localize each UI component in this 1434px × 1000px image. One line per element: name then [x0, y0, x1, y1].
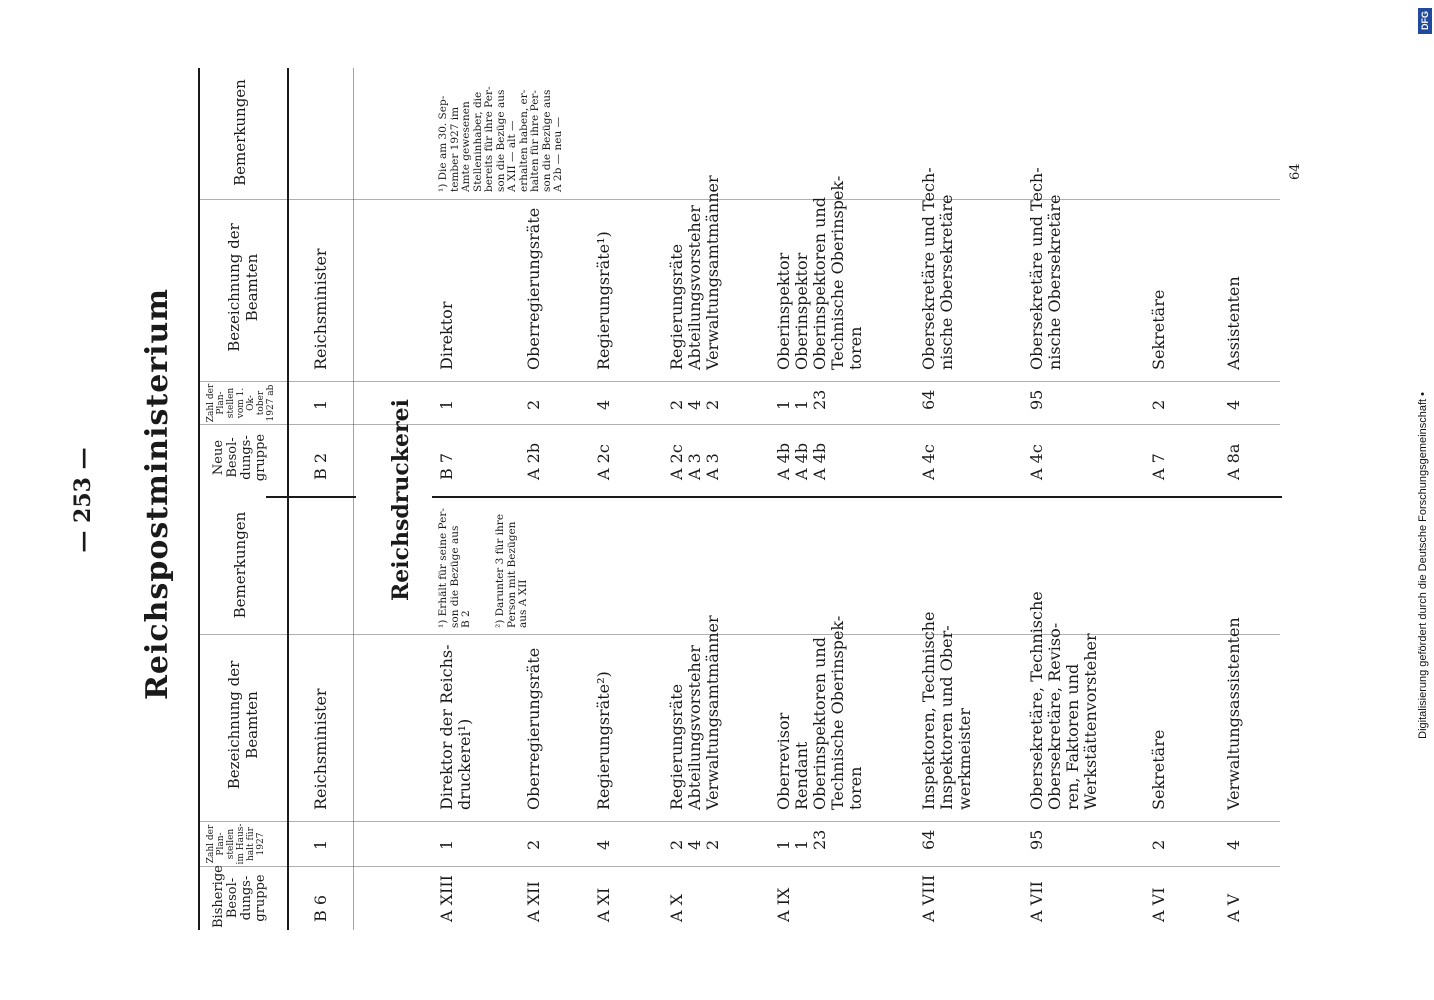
left-header-count: Zahl der Plan- stellen im Haus- halt für 1927	[206, 823, 266, 865]
right-row-count: 95	[1027, 389, 1046, 410]
left-header-group: Bisherige Besol- dungs- gruppe	[211, 865, 268, 928]
right-row-title: Direktor	[437, 301, 456, 370]
right-row-title: Assistenten	[1224, 276, 1243, 370]
left-row-remark: ¹) Erhält für seine Per- son die Bezüge aus B 2	[437, 508, 472, 628]
right-row-title: Oberregierungsräte	[524, 207, 543, 370]
left-row-group: A VII	[1027, 881, 1046, 922]
left-row-count: 2	[524, 839, 543, 850]
left-row-title: Regierungsräte²)	[594, 671, 613, 810]
center-divider-lower	[432, 496, 1282, 498]
right-row-group: A 2c A 3 A 3	[667, 444, 722, 480]
left-row-group: A V	[1224, 893, 1243, 922]
left-row-group: A VI	[1149, 887, 1168, 922]
right-row-title: Regierungsräte¹)	[594, 231, 613, 370]
right-top-count: 1	[311, 399, 330, 410]
right-row-group: A 2c	[594, 444, 613, 480]
col-divider	[200, 424, 1280, 425]
left-row-count: 2	[1149, 839, 1168, 850]
page-title: Reichspostministerium	[140, 287, 175, 700]
right-header-remarks: Bemerkungen	[231, 79, 249, 186]
right-row-remark: ¹) Die am 30. Sep- tember 1927 im Amte gewesenen Stelleninhaber, die bereits für ihre Per- son die Bezüge aus A XII — alt — erhalten haben, er- halten für ihre Per- son die Bezüge aus A 2b — neu —	[437, 86, 564, 192]
right-row-count: 2 4 2	[667, 399, 722, 410]
header-bottom-rule	[287, 68, 289, 930]
left-row-title: Regierungsräte Abteilungsvorsteher Verwaltungsamtmänner	[667, 615, 722, 810]
left-row-count: 95	[1027, 829, 1046, 850]
left-row-group: A XI	[594, 887, 613, 922]
credit-text: Digitalisierung gefördert durch die Deutsche Forschungsgemeinschaft •	[1417, 392, 1429, 739]
footer-mark: 64	[1288, 163, 1303, 180]
col-divider	[200, 821, 1280, 822]
left-row-count: 2 4 2	[667, 839, 722, 850]
top-row-bottom-rule	[353, 68, 354, 930]
right-row-title: Obersekretäre und Tech- nische Obersekretäre	[1027, 167, 1064, 370]
center-divider-upper	[266, 496, 356, 498]
left-row-group: A XIII	[437, 875, 456, 922]
right-row-count: 1 1 23	[774, 389, 829, 410]
right-row-group: A 4b A 4b A 4b	[774, 442, 829, 480]
table-top-rule	[198, 68, 200, 930]
right-row-group: A 4c	[1027, 444, 1046, 480]
col-divider	[200, 199, 1280, 200]
section-title: Reichsdruckerei	[388, 399, 414, 601]
right-row-count: 64	[919, 389, 938, 410]
left-row-title: Direktor der Reichs- druckerei¹)	[437, 644, 474, 810]
left-top-count: 1	[311, 839, 330, 850]
right-row-title: Sekretäre	[1149, 289, 1168, 370]
right-top-group: B 2	[311, 452, 330, 480]
left-row-title: Inspektoren, Technische Inspektoren und Ober- werkmeister	[919, 611, 974, 810]
left-row-title: Verwaltungsassistenten	[1224, 617, 1243, 810]
col-divider	[200, 381, 1280, 382]
left-row-title: Oberrevisor Rendant Oberinspektoren und Technische Oberinspek- toren	[774, 615, 865, 810]
left-row-count: 64	[919, 829, 938, 850]
right-row-group: A 4c	[919, 444, 938, 480]
right-row-group: A 2b	[524, 442, 543, 480]
right-header-count: Zahl der Plan- stellen vom 1. Ok- tober 1927 ab	[206, 383, 276, 423]
left-header-remarks: Bemerkungen	[231, 511, 249, 619]
right-row-count: 2	[524, 399, 543, 410]
right-row-title: Oberinspektor Oberinspektor Oberinspektoren und Technische Oberinspek- toren	[774, 175, 865, 370]
left-row-count: 1	[437, 839, 456, 850]
left-row-group: A VIII	[919, 874, 938, 922]
left-header-title: Bezeichnung der Beamten	[225, 660, 261, 790]
left-top-group: B 6	[311, 894, 330, 922]
right-row-title: Obersekretäre und Tech- nische Obersekretäre	[919, 167, 956, 370]
right-row-count: 4	[594, 399, 613, 410]
left-row-group: A XII	[524, 881, 543, 922]
right-row-group: B 7	[437, 452, 456, 480]
right-header-group: Neue Besol- dungs- gruppe	[211, 433, 268, 482]
right-row-count: 4	[1224, 399, 1243, 410]
right-row-group: A 8a	[1224, 443, 1243, 480]
dfg-logo: DFG	[1418, 8, 1432, 34]
left-top-title: Reichsminister	[311, 688, 330, 810]
left-row-count: 4	[1224, 839, 1243, 850]
left-row-title: Obersekretäre, Technische Obersekretäre, Reviso- ren, Faktoren und Werkstättenvorsteher	[1027, 591, 1100, 810]
col-divider	[200, 634, 1280, 635]
page-number: — 253 —	[70, 447, 96, 553]
right-top-title: Reichsminister	[311, 248, 330, 370]
left-row-count: 1 1 23	[774, 829, 829, 850]
left-row-count: 4	[594, 839, 613, 850]
right-row-title: Regierungsräte Abteilungsvorsteher Verwaltungsamtmänner	[667, 175, 722, 370]
left-row-title: Sekretäre	[1149, 729, 1168, 810]
left-row-title: Oberregierungsräte	[524, 647, 543, 810]
left-row-remark: ²) Darunter 3 für ihre Person mit Bezügen aus A XII	[494, 513, 529, 628]
right-row-count: 2	[1149, 399, 1168, 410]
right-header-title: Bezeichnung der Beamten	[225, 223, 261, 352]
right-row-count: 1	[437, 399, 456, 410]
left-row-group: A X	[667, 893, 686, 922]
right-row-group: A 7	[1149, 453, 1168, 480]
col-divider	[200, 866, 1280, 867]
left-row-group: A IX	[774, 887, 793, 922]
